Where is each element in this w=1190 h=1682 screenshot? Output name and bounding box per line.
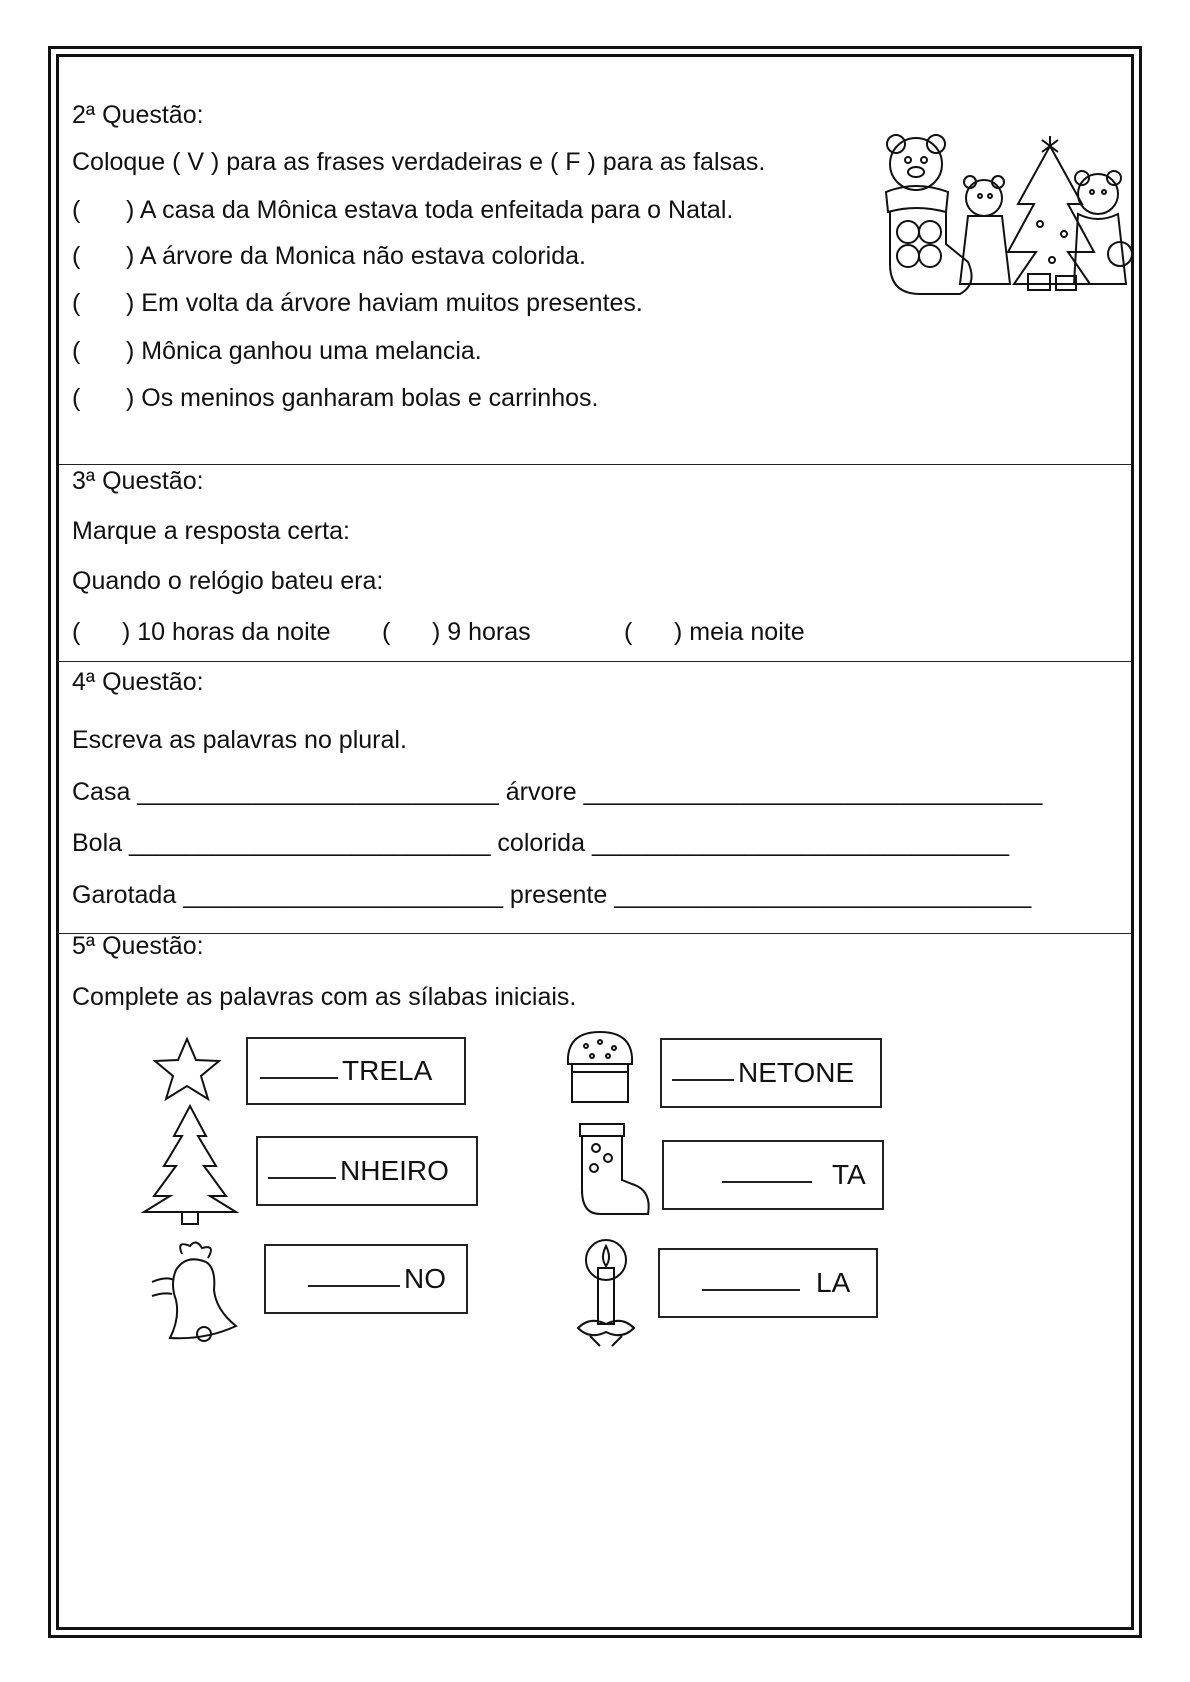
q2-item (72, 195, 733, 225)
word-box[interactable] (662, 1140, 884, 1210)
section-divider (59, 933, 1131, 934)
q2-title: 2ª Questão: (72, 101, 204, 129)
syllable-blank[interactable] (702, 1289, 800, 1291)
q2-item (72, 288, 643, 318)
panettone-icon (562, 1028, 638, 1106)
plural-word: Garotada (72, 881, 184, 909)
christmas-bears-icon (868, 134, 1138, 304)
q2-item-text: ) A casa da Mônica estava toda enfeitada para o Natal. (126, 196, 734, 224)
q5-title: 5ª Questão: (72, 932, 204, 960)
word-suffix: LA (816, 1267, 851, 1298)
plural-word: Bola (72, 829, 129, 857)
q3-title: 3ª Questão: (72, 467, 204, 495)
plural-word: presente (502, 881, 615, 909)
answer-paren[interactable]: ( (72, 289, 81, 317)
word-box[interactable] (246, 1037, 466, 1105)
answer-blank[interactable]: _________________________________ (583, 778, 1043, 806)
q4-instruction: Escreva as palavras no plural. (72, 726, 407, 754)
syllable-blank[interactable] (260, 1077, 338, 1079)
q2-item (72, 336, 482, 366)
answer-paren[interactable]: ( (72, 242, 81, 270)
section-divider (59, 464, 1131, 465)
q2-item-text: ) Mônica ganhou uma melancia. (126, 337, 482, 365)
plural-row (72, 880, 1031, 910)
pine-tree-icon (140, 1102, 240, 1226)
plural-word: árvore (498, 778, 584, 806)
syllable-blank[interactable] (672, 1079, 734, 1081)
plural-row (72, 828, 1009, 858)
word-box[interactable] (660, 1038, 882, 1108)
bell-icon (146, 1240, 246, 1344)
q2-instruction: Coloque ( V ) para as frases verdadeiras e ( F ) para as falsas. (72, 148, 766, 176)
answer-paren[interactable]: ( (72, 196, 81, 224)
q2-item (72, 383, 598, 413)
word-suffix: NETONE (738, 1057, 855, 1088)
q3-option[interactable]: ( ) 10 horas da noite (72, 618, 331, 646)
q2-item-text: ) Os meninos ganharam bolas e carrinhos. (126, 384, 599, 412)
q2-item (72, 241, 586, 271)
syllable-blank[interactable] (308, 1285, 400, 1287)
word-box[interactable] (658, 1248, 878, 1318)
candle-icon (570, 1236, 640, 1348)
answer-paren[interactable]: ( (72, 384, 81, 412)
q4-title: 4ª Questão: (72, 668, 204, 696)
word-suffix: TRELA (342, 1055, 433, 1086)
q2-item-text: ) A árvore da Monica não estava colorida. (126, 242, 586, 270)
boot-icon (560, 1120, 652, 1218)
q5-instruction: Complete as palavras com as sílabas iniciais. (72, 983, 577, 1011)
q3-option[interactable]: ( ) 9 horas (382, 618, 531, 646)
answer-blank[interactable]: ______________________________ (614, 881, 1032, 909)
q3-option[interactable]: ( ) meia noite (624, 618, 805, 646)
word-suffix: TA (832, 1159, 866, 1190)
q2-item-text: ) Em volta da árvore haviam muitos presentes. (126, 289, 643, 317)
plural-word: Casa (72, 778, 138, 806)
section-divider (59, 661, 1131, 662)
q3-prompt: Quando o relógio bateu era: (72, 567, 384, 595)
star-icon (152, 1036, 222, 1102)
word-suffix: NHEIRO (340, 1155, 449, 1186)
answer-paren[interactable]: ( (72, 337, 81, 365)
plural-word: colorida (490, 829, 592, 857)
answer-blank[interactable]: _______________________ (183, 881, 503, 909)
word-suffix: NO (404, 1263, 446, 1294)
syllable-blank[interactable] (722, 1181, 812, 1183)
answer-blank[interactable]: __________________________ (137, 778, 499, 806)
answer-blank[interactable]: ______________________________ (591, 829, 1010, 857)
answer-blank[interactable]: __________________________ (128, 829, 491, 857)
word-box[interactable] (256, 1136, 478, 1206)
plural-row (72, 777, 1042, 807)
word-box[interactable] (264, 1244, 468, 1314)
syllable-blank[interactable] (268, 1177, 336, 1179)
q3-instruction: Marque a resposta certa: (72, 517, 350, 545)
